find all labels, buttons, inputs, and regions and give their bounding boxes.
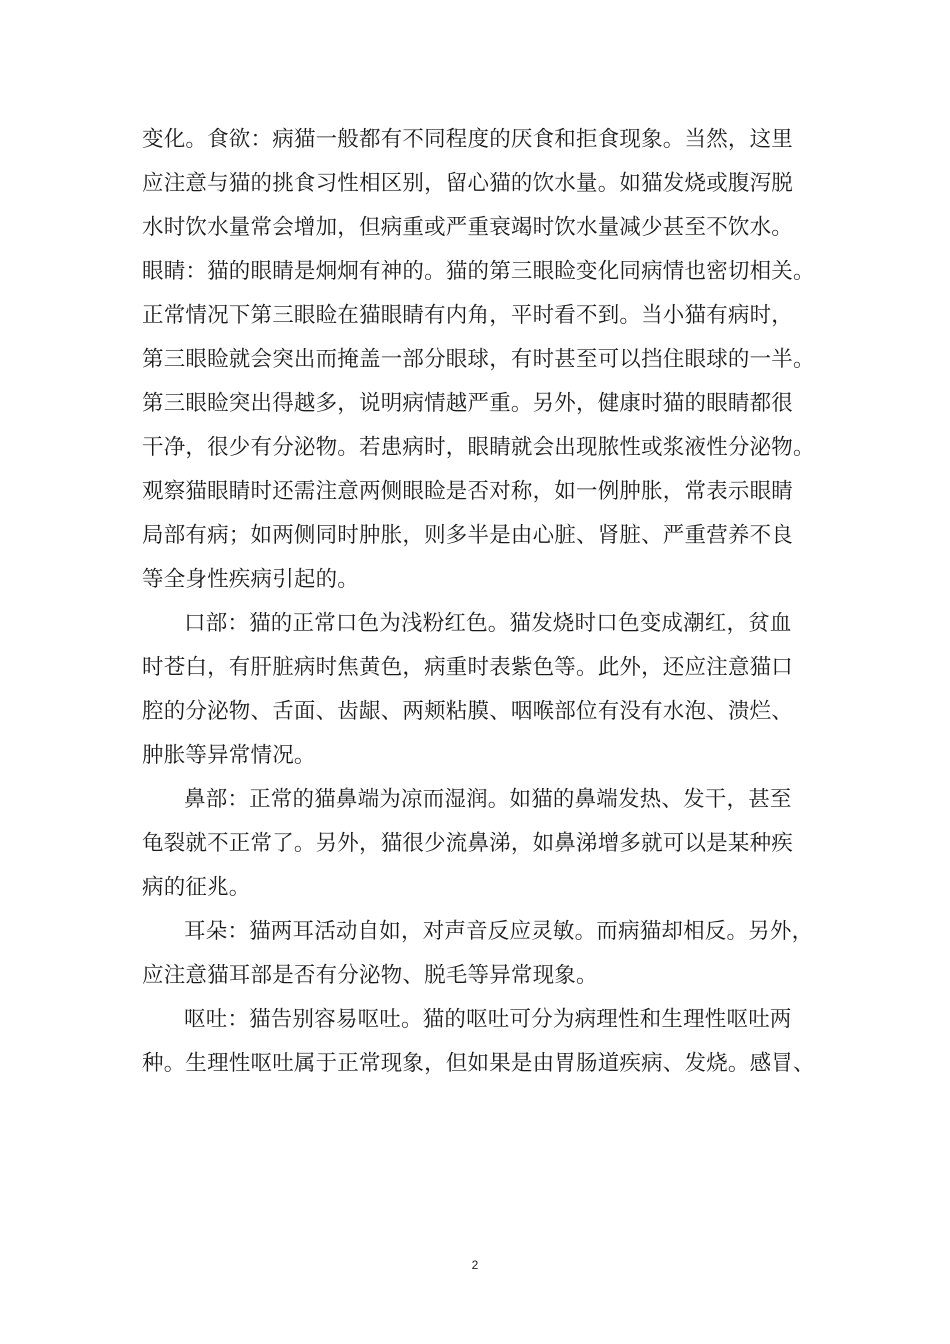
text-line: 眼睛：猫的眼睛是炯炯有神的。猫的第三眼睑变化同病情也密切相关。 bbox=[142, 259, 815, 284]
text-line: 腔的分泌物、舌面、齿龈、两颊粘膜、咽喉部位有没有水泡、溃烂、 bbox=[142, 699, 794, 724]
paragraph-start-line: 呕吐：猫告别容易呕吐。猫的呕吐可分为病理性和生理性呕吐两 bbox=[184, 1007, 792, 1032]
paragraph-start-line: 耳朵：猫两耳活动自如，对声音反应灵敏。而病猫却相反。另外， bbox=[184, 919, 814, 944]
text-line: 观察猫眼睛时还需注意两侧眼睑是否对称，如一例肿胀，常表示眼睛 bbox=[142, 479, 794, 504]
text-line: 时苍白，有肝脏病时焦黄色，病重时表紫色等。此外，还应注意猫口 bbox=[142, 655, 794, 680]
text-line: 肿胀等异常情况。 bbox=[142, 743, 316, 768]
text-line: 第三眼睑突出得越多，说明病情越严重。另外，健康时猫的眼睛都很 bbox=[142, 391, 794, 416]
paragraph-start-line: 口部：猫的正常口色为浅粉红色。猫发烧时口色变成潮红，贫血 bbox=[184, 611, 792, 636]
text-line: 第三眼睑就会突出而掩盖一部分眼球，有时甚至可以挡住眼球的一半。 bbox=[142, 347, 815, 372]
text-line: 正常情况下第三眼睑在猫眼睛有内角，平时看不到。当小猫有病时， bbox=[142, 303, 794, 328]
text-line: 变化。食欲：病猫一般都有不同程度的厌食和拒食现象。当然，这里 bbox=[142, 127, 794, 152]
paragraph-start-line: 鼻部：正常的猫鼻端为凉而湿润。如猫的鼻端发热、发干，甚至 bbox=[184, 787, 792, 812]
text-line: 等全身性疾病引起的。 bbox=[142, 567, 360, 592]
text-line: 应注意猫耳部是否有分泌物、脱毛等异常现象。 bbox=[142, 963, 598, 988]
body-text bbox=[142, 118, 842, 1086]
text-line: 应注意与猫的挑食习性相区别，留心猫的饮水量。如猫发烧或腹泻脱 bbox=[142, 171, 794, 196]
text-line: 病的征兆。 bbox=[142, 875, 251, 900]
text-line: 龟裂就不正常了。另外，猫很少流鼻涕，如鼻涕增多就可以是某种疾 bbox=[142, 831, 794, 856]
text-line: 局部有病；如两侧同时肿胀，则多半是由心脏、肾脏、严重营养不良 bbox=[142, 523, 794, 548]
text-line: 干净，很少有分泌物。若患病时，眼睛就会出现脓性或浆液性分泌物。 bbox=[142, 435, 815, 460]
page-number: 2 bbox=[471, 1258, 479, 1272]
text-line: 水时饮水量常会增加，但病重或严重衰竭时饮水量减少甚至不饮水。 bbox=[142, 215, 794, 240]
text-line: 种。生理性呕吐属于正常现象，但如果是由胃肠道疾病、发烧。感冒、 bbox=[142, 1051, 815, 1076]
